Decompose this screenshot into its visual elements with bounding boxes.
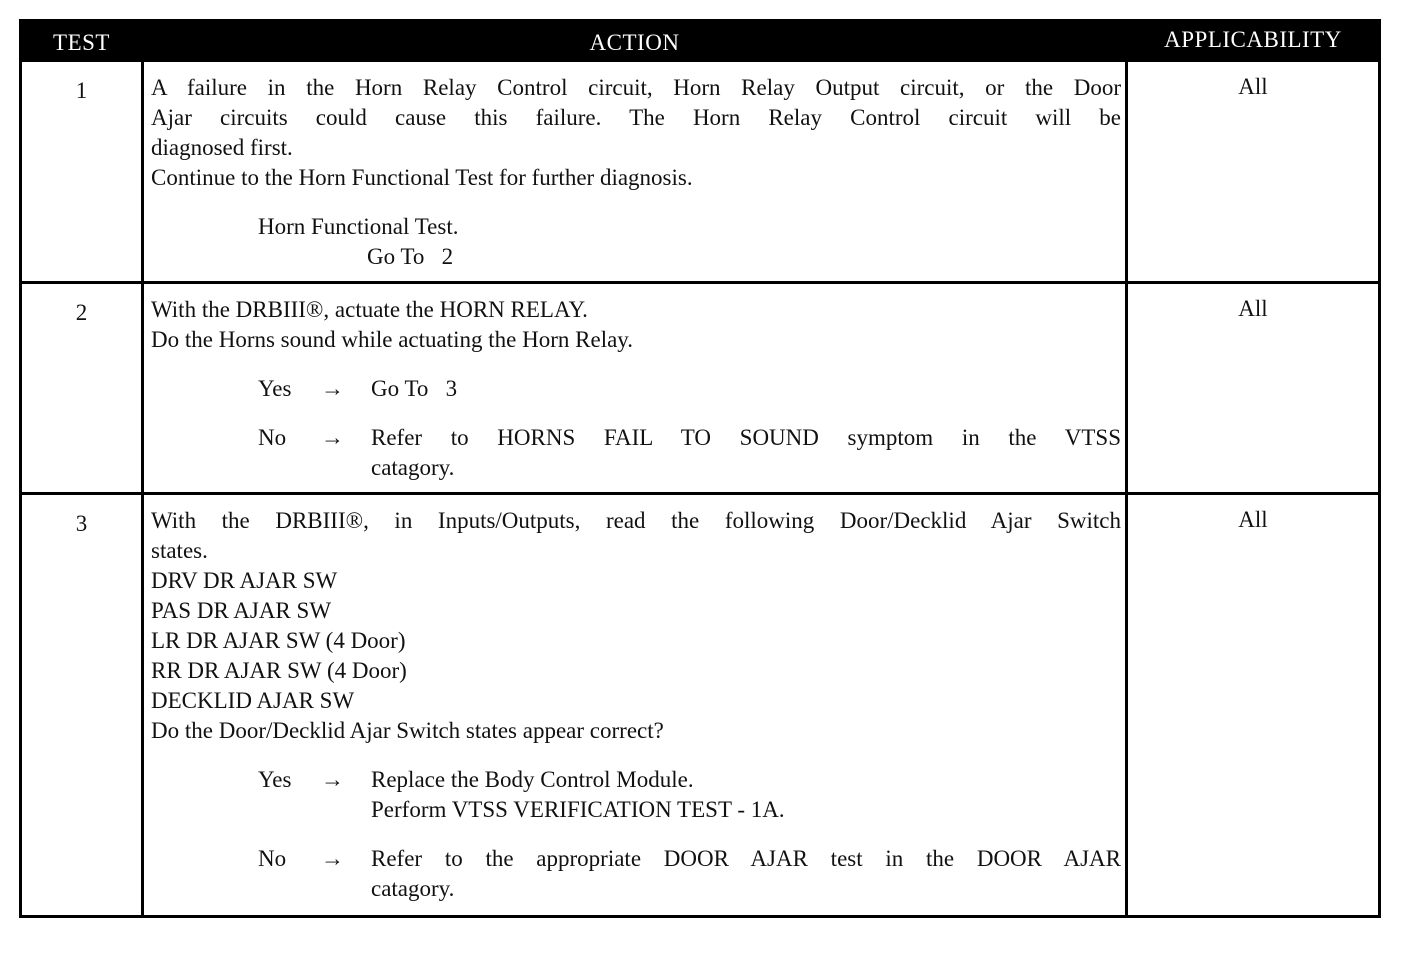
- action-line: With the DRBIII®, in Inputs/Outputs, read the following Door/Decklid Ajar Switch: [151, 508, 1121, 533]
- table-row: [22, 495, 1378, 918]
- table-row: [22, 284, 1378, 492]
- no-text-continued: catagory.: [371, 876, 455, 901]
- no-label: No: [258, 846, 287, 871]
- action-line: DRV DR AJAR SW: [151, 568, 338, 593]
- action-line: Do the Horns sound while actuating the Horn Relay.: [151, 327, 634, 352]
- header-test: TEST: [53, 30, 110, 55]
- action-line: LR DR AJAR SW (4 Door): [151, 628, 406, 653]
- applicability-cell: All: [1238, 296, 1268, 321]
- yes-response: [151, 374, 1121, 404]
- right-arrow-icon: →: [321, 767, 344, 792]
- action-line: Continue to the Horn Functional Test for further diagnosis.: [151, 165, 693, 190]
- test-number: 2: [75, 300, 88, 325]
- right-arrow-icon: →: [321, 376, 344, 401]
- no-text-continued: catagory.: [371, 455, 455, 480]
- action-line: PAS DR AJAR SW: [151, 598, 332, 623]
- action-line: states.: [151, 538, 208, 563]
- action-line: Ajar circuits could cause this failure. The Horn Relay Control circuit will be: [151, 105, 1121, 130]
- diagnostic-table: [19, 19, 1381, 918]
- no-text: Refer to the appropriate DOOR AJAR test in the DOOR AJAR: [371, 846, 1121, 871]
- yes-label: Yes: [258, 376, 292, 401]
- table-row: [22, 62, 1378, 281]
- test-number: 1: [75, 78, 88, 103]
- right-arrow-icon: →: [321, 425, 344, 450]
- action-line: DECKLID AJAR SW: [151, 688, 355, 713]
- no-label: No: [258, 425, 287, 450]
- action-line: diagnosed first.: [151, 135, 293, 160]
- yes-text: Replace the Body Control Module.: [371, 767, 694, 792]
- yes-text-continued: Perform VTSS VERIFICATION TEST - 1A.: [371, 797, 785, 822]
- right-arrow-icon: →: [321, 846, 344, 871]
- action-line: Do the Door/Decklid Ajar Switch states appear correct?: [151, 718, 664, 743]
- applicability-cell: All: [1238, 507, 1268, 532]
- no-response: [151, 844, 1121, 904]
- goto-text: Go To 2: [367, 244, 454, 269]
- action-line: A failure in the Horn Relay Control circuit, Horn Relay Output circuit, or the Door: [151, 75, 1121, 100]
- action-cell: [151, 73, 1121, 272]
- yes-response: [151, 765, 1121, 825]
- table-header: [22, 22, 1378, 62]
- action-line: RR DR AJAR SW (4 Door): [151, 658, 407, 683]
- applicability-cell: All: [1238, 74, 1268, 99]
- test-number: 3: [75, 511, 88, 536]
- header-action: ACTION: [589, 30, 680, 55]
- action-line: With the DRBIII®, actuate the HORN RELAY.: [151, 297, 588, 322]
- no-text: Refer to HORNS FAIL TO SOUND symptom in the VTSS: [371, 425, 1121, 450]
- no-response: [151, 423, 1121, 483]
- yes-label: Yes: [258, 767, 292, 792]
- header-applicability: APPLICABILITY: [1164, 27, 1342, 52]
- yes-text: Go To 3: [371, 376, 458, 401]
- action-cell: [151, 506, 1121, 904]
- action-cell: [151, 295, 1121, 483]
- sub-test-title: Horn Functional Test.: [258, 214, 459, 239]
